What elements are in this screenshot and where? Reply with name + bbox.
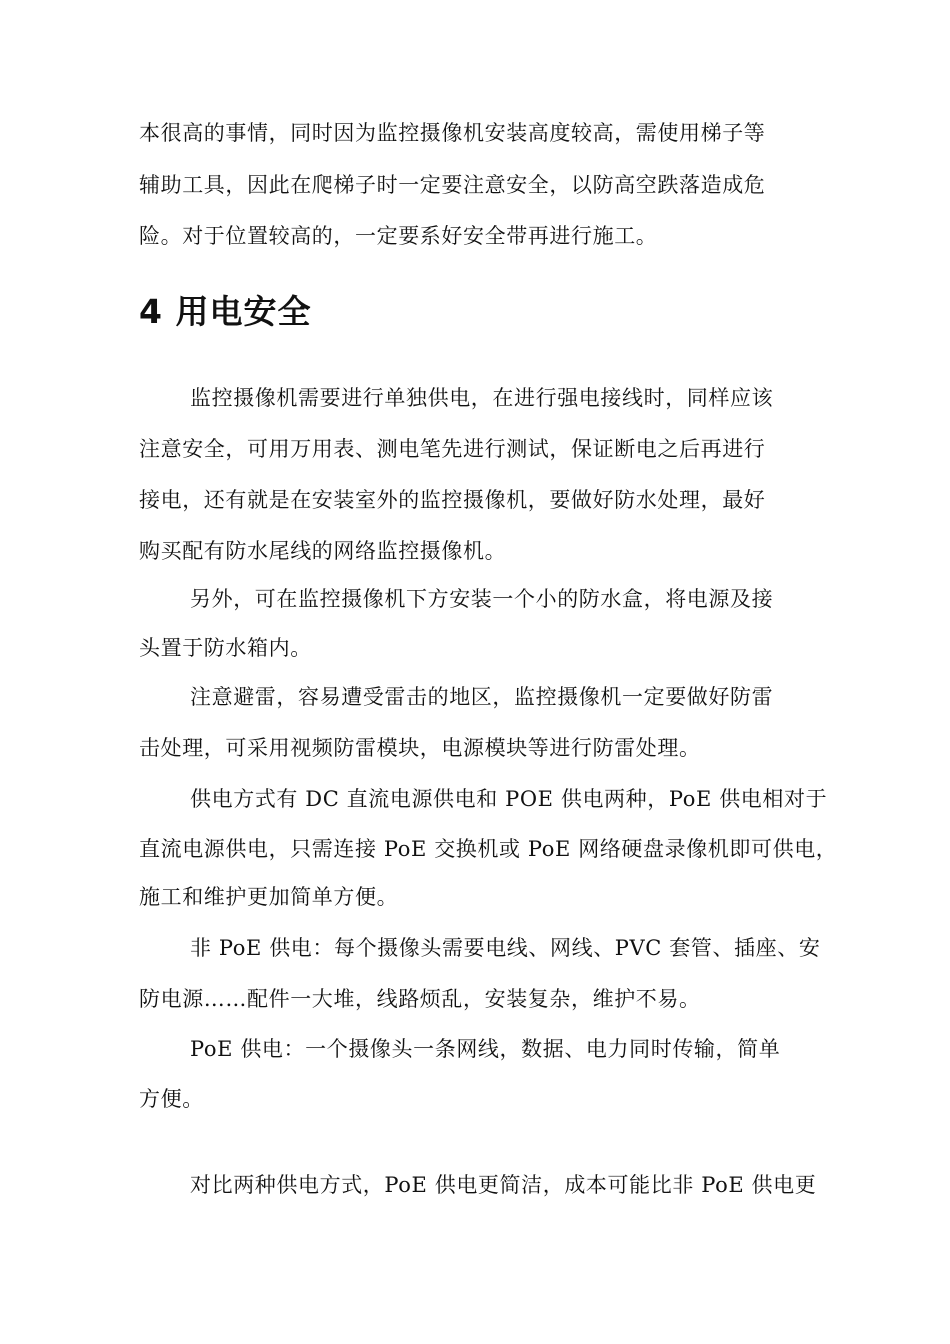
intro-line-2: 辅助工具，因此在爬梯子时一定要注意安全，以防高空跌落造成危 (139, 173, 766, 197)
paragraph-1-line-1: 监控摄像机需要进行单独供电，在进行强电接线时，同样应该 (190, 386, 774, 410)
paragraph-6-line-2: 方便。 (139, 1087, 204, 1111)
paragraph-6-line-1: PoE 供电：一个摄像头一条网线，数据、电力同时传输，简单 (190, 1037, 781, 1061)
paragraph-5-line-2: 防电源……配件一大堆，线路烦乱，安装复杂，维护不易。 (139, 987, 701, 1011)
paragraph-3-line-1: 注意避雷，容易遭受雷击的地区，监控摄像机一定要做好防雷 (190, 685, 774, 709)
paragraph-2-line-1: 另外，可在监控摄像机下方安装一个小的防水盒，将电源及接 (190, 587, 774, 611)
intro-line-3: 险。对于位置较高的，一定要系好安全带再进行施工。 (139, 224, 658, 248)
paragraph-3-line-2: 击处理，可采用视频防雷模块，电源模块等进行防雷处理。 (139, 736, 701, 760)
paragraph-1-line-4: 购买配有防水尾线的网络监控摄像机。 (139, 539, 507, 563)
paragraph-1-line-3: 接电，还有就是在安装室外的监控摄像机，要做好防水处理，最好 (139, 488, 766, 512)
paragraph-7-line-1: 对比两种供电方式，PoE 供电更简洁，成本可能比非 PoE 供电更 (190, 1173, 817, 1197)
section-heading: 4 用电安全 (139, 292, 312, 331)
paragraph-4-line-1: 供电方式有 DC 直流电源供电和 POE 供电两种，PoE 供电相对于 (190, 787, 828, 811)
paragraph-2-line-2: 头置于防水箱内。 (139, 636, 312, 660)
paragraph-4-line-3: 施工和维护更加简单方便。 (139, 885, 399, 909)
paragraph-1-line-2: 注意安全，可用万用表、测电笔先进行测试，保证断电之后再进行 (139, 437, 766, 461)
paragraph-5-line-1: 非 PoE 供电：每个摄像头需要电线、网线、PVC 套管、插座、安 (190, 936, 821, 960)
paragraph-4-line-2: 直流电源供电，只需连接 PoE 交换机或 PoE 网络硬盘录像机即可供电， (139, 837, 838, 861)
intro-line-1: 本很高的事情，同时因为监控摄像机安装高度较高，需使用梯子等 (139, 121, 766, 145)
